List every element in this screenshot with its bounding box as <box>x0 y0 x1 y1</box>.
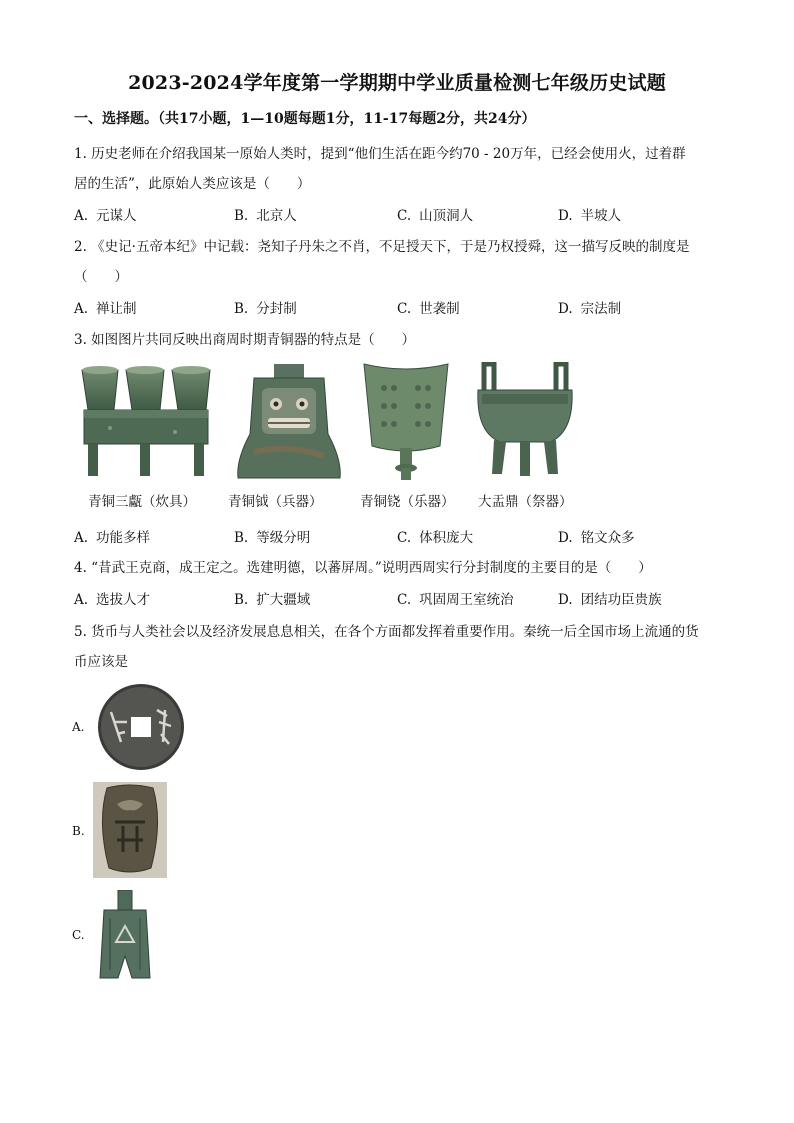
q4-option-a[interactable]: A. 选拔人才 <box>74 592 151 608</box>
q3-option-d[interactable]: D. 铭文众多 <box>558 530 635 546</box>
bronze-cauldron-image <box>474 362 576 482</box>
page-title: 2023-2024学年度第一学期期中学业质量检测七年级历史试题 <box>128 72 666 94</box>
q3-option-b[interactable]: B. 等级分明 <box>234 530 311 546</box>
q5-choice-b-label[interactable]: B. <box>72 824 85 838</box>
q5-choice-a-label[interactable]: A. <box>72 720 85 734</box>
round-coin-square-hole-image[interactable] <box>95 682 187 772</box>
q2-option-b[interactable]: B. 分封制 <box>234 301 297 317</box>
q3-stem-line1: 3. 如图图片共同反映出商周时期青铜器的特点是（ ） <box>74 332 416 348</box>
q1-stem-line2: 居的生活”，此原始人类应该是（ ） <box>74 176 311 192</box>
q3-option-a[interactable]: A. 功能多样 <box>74 530 151 546</box>
q5-stem-line2: 币应该是 <box>74 654 128 670</box>
q5-choice-c-label[interactable]: C. <box>72 928 85 942</box>
spade-coin-image[interactable] <box>96 890 154 980</box>
q1-option-a[interactable]: A. 元谋人 <box>74 208 137 224</box>
caption-axe: 青铜钺（兵器） <box>228 494 323 510</box>
q3-option-c[interactable]: C. 体积庞大 <box>397 530 474 546</box>
q4-option-d[interactable]: D. 团结功臣贵族 <box>558 592 662 608</box>
q4-option-c[interactable]: C. 巩固周王室统治 <box>397 592 514 608</box>
q2-option-c[interactable]: C. 世袭制 <box>397 301 460 317</box>
q2-option-d[interactable]: D. 宗法制 <box>558 301 622 317</box>
q4-stem-line1: 4. “昔武王克商，成王定之。选建明德，以蕃屏周。”说明西周实行分封制度的主要目的是（ ） <box>74 560 652 576</box>
q2-stem-line2: （ ） <box>74 269 128 285</box>
caption-bell: 青铜铙（乐器） <box>360 494 455 510</box>
q5-stem-line1: 5. 货币与人类社会以及经济发展息息相关，在各个方面都发挥着重要作用。秦统一后全国市场上流通的货 <box>74 624 699 640</box>
q1-option-c[interactable]: C. 山顶洞人 <box>397 208 474 224</box>
section-heading: 一、选择题。（共17小题，1—10题每题1分，11-17每题2分，共24分） <box>74 111 536 127</box>
bronze-bell-image <box>360 362 452 482</box>
bronze-steamer-image <box>80 364 212 480</box>
q4-option-b[interactable]: B. 扩大疆域 <box>234 592 311 608</box>
ant-nose-coin-image[interactable] <box>93 782 167 878</box>
q2-stem-line1: 2. 《史记·五帝本纪》中记载：尧知子丹朱之不肖，不足授天下，于是乃权授舜，这一描写反映的制度是 <box>74 239 690 255</box>
q1-option-d[interactable]: D. 半坡人 <box>558 208 622 224</box>
bronze-axe-image <box>234 364 344 480</box>
q2-option-a[interactable]: A. 禅让制 <box>74 301 137 317</box>
caption-steamer: 青铜三甗（炊具） <box>88 494 196 510</box>
q1-option-b[interactable]: B. 北京人 <box>234 208 297 224</box>
caption-cauldron: 大盂鼎（祭器） <box>478 494 573 510</box>
q1-stem-line1: 1. 历史老师在介绍我国某一原始人类时，提到“他们生活在距今约70 - 20万年，已经会使用火，过着群 <box>74 146 686 162</box>
